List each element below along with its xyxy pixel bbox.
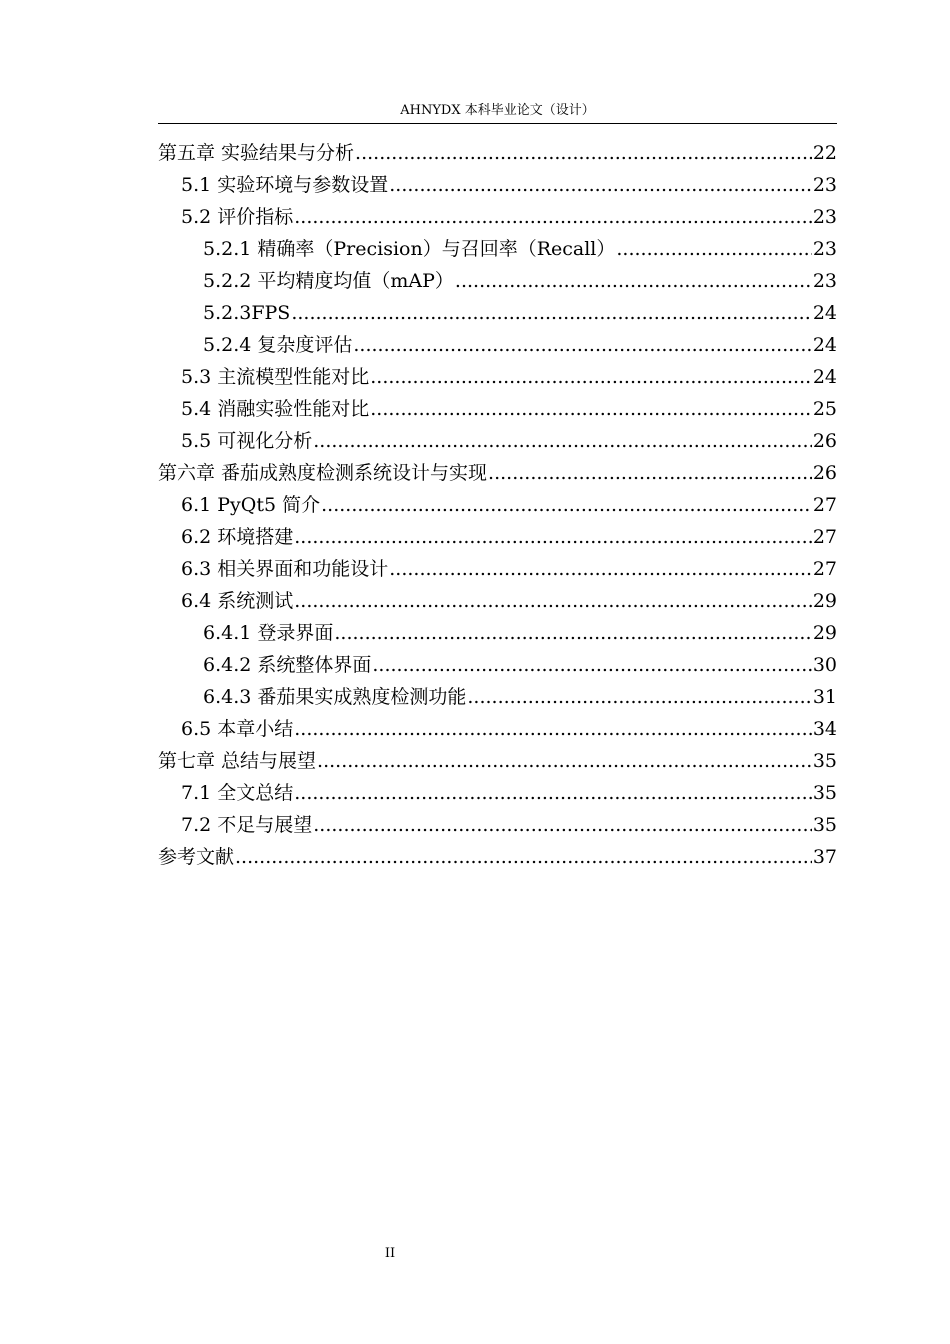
toc-leader-dots — [334, 617, 811, 649]
toc-entry-page: 23 — [812, 270, 837, 292]
toc-entry-label: 5.5 可视化分析 — [181, 430, 313, 452]
toc-leader-dots — [294, 777, 812, 809]
toc-leader-dots — [488, 457, 812, 489]
toc-entry-page: 35 — [812, 750, 837, 772]
toc-entry-label: 6.4.2 系统整体界面 — [203, 654, 372, 676]
toc-entry[interactable] — [158, 841, 837, 873]
toc-entry-label: 5.2.3FPS — [203, 302, 291, 324]
toc-entry-page: 23 — [812, 174, 837, 196]
toc-leader-dots — [616, 233, 811, 265]
toc-entry[interactable] — [158, 169, 837, 201]
toc-entry-page: 35 — [812, 814, 837, 836]
toc-entry-label: 5.4 消融实验性能对比 — [181, 398, 370, 420]
toc-entry-label: 第五章 实验结果与分析 — [158, 142, 355, 164]
toc-entry[interactable] — [158, 681, 837, 713]
toc-entry[interactable] — [158, 809, 837, 841]
toc-leader-dots — [294, 521, 812, 553]
toc-entry[interactable] — [158, 201, 837, 233]
toc-entry-page: 23 — [812, 206, 837, 228]
toc-entry-label: 7.1 全文总结 — [181, 782, 294, 804]
page-header: AHNYDX 本科毕业论文（设计） — [400, 103, 595, 118]
toc-entry-label: 第六章 番茄成熟度检测系统设计与实现 — [158, 462, 488, 484]
toc-entry-label: 6.4.3 番茄果实成熟度检测功能 — [203, 686, 467, 708]
toc-entry-label: 5.2.2 平均精度均值（mAP） — [203, 270, 454, 292]
toc-leader-dots — [294, 713, 812, 745]
toc-entry[interactable] — [158, 489, 837, 521]
toc-entry-label: 6.5 本章小结 — [181, 718, 294, 740]
toc-leader-dots — [235, 841, 812, 873]
toc-entry[interactable] — [158, 553, 837, 585]
toc-entry-page: 26 — [812, 462, 837, 484]
toc-leader-dots — [294, 201, 812, 233]
toc-entry[interactable] — [158, 617, 837, 649]
toc-entry-page: 37 — [812, 846, 837, 868]
toc-entry-page: 22 — [812, 142, 837, 164]
toc-entry-page: 31 — [812, 686, 837, 708]
toc-leader-dots — [389, 169, 812, 201]
toc-leader-dots — [313, 425, 812, 457]
toc-entry[interactable] — [158, 329, 837, 361]
toc-entry[interactable] — [158, 457, 837, 489]
toc-leader-dots — [389, 553, 812, 585]
toc-entry[interactable] — [158, 713, 837, 745]
toc-entry-label: 5.2.4 复杂度评估 — [203, 334, 353, 356]
toc-entry[interactable] — [158, 361, 837, 393]
toc-leader-dots — [370, 393, 812, 425]
toc-entry[interactable] — [158, 425, 837, 457]
toc-entry[interactable] — [158, 233, 837, 265]
toc-leader-dots — [355, 137, 812, 169]
toc-entry-page: 27 — [812, 558, 837, 580]
toc-entry-label: 第七章 总结与展望 — [158, 750, 317, 772]
toc-entry[interactable] — [158, 745, 837, 777]
toc-leader-dots — [313, 809, 812, 841]
toc-entry-label: 5.1 实验环境与参数设置 — [181, 174, 389, 196]
toc-entry-page: 24 — [812, 302, 837, 324]
toc-entry-page: 26 — [812, 430, 837, 452]
toc-entry-page: 24 — [812, 366, 837, 388]
toc-entry[interactable] — [158, 297, 837, 329]
header-rule — [158, 123, 837, 124]
toc-entry-page: 30 — [812, 654, 837, 676]
toc-entry-label: 5.2.1 精确率（Precision）与召回率（Recall） — [203, 238, 616, 260]
toc-entry-page: 25 — [812, 398, 837, 420]
toc-entry-page: 29 — [812, 622, 837, 644]
toc-leader-dots — [455, 265, 812, 297]
toc-entry[interactable] — [158, 649, 837, 681]
toc-leader-dots — [467, 681, 811, 713]
toc-entry-label: 6.1 PyQt5 简介 — [181, 494, 321, 516]
toc-entry[interactable] — [158, 265, 837, 297]
toc-entry-label: 7.2 不足与展望 — [181, 814, 313, 836]
page-number: II — [384, 1246, 396, 1261]
toc-entry-label: 6.2 环境搭建 — [181, 526, 294, 548]
toc-entry-label: 6.4.1 登录界面 — [203, 622, 334, 644]
toc-entry-page: 27 — [812, 494, 837, 516]
toc-entry[interactable] — [158, 393, 837, 425]
toc-entry-page: 23 — [812, 238, 837, 260]
toc-entry-label: 5.2 评价指标 — [181, 206, 294, 228]
toc-entry-page: 29 — [812, 590, 837, 612]
toc-entry-page: 27 — [812, 526, 837, 548]
toc-entry-label: 参考文献 — [158, 846, 235, 868]
toc-leader-dots — [321, 489, 812, 521]
toc-entry-page: 24 — [812, 334, 837, 356]
toc-leader-dots — [372, 649, 811, 681]
toc-leader-dots — [294, 585, 812, 617]
toc-entry[interactable] — [158, 585, 837, 617]
toc-entry-page: 34 — [812, 718, 837, 740]
toc-leader-dots — [370, 361, 812, 393]
table-of-contents — [158, 137, 837, 873]
toc-leader-dots — [317, 745, 812, 777]
toc-entry[interactable] — [158, 137, 837, 169]
toc-entry-page: 35 — [812, 782, 837, 804]
toc-leader-dots — [291, 297, 811, 329]
toc-entry-label: 6.4 系统测试 — [181, 590, 294, 612]
toc-entry[interactable] — [158, 777, 837, 809]
toc-entry-label: 5.3 主流模型性能对比 — [181, 366, 370, 388]
toc-entry[interactable] — [158, 521, 837, 553]
toc-leader-dots — [353, 329, 811, 361]
toc-entry-label: 6.3 相关界面和功能设计 — [181, 558, 389, 580]
